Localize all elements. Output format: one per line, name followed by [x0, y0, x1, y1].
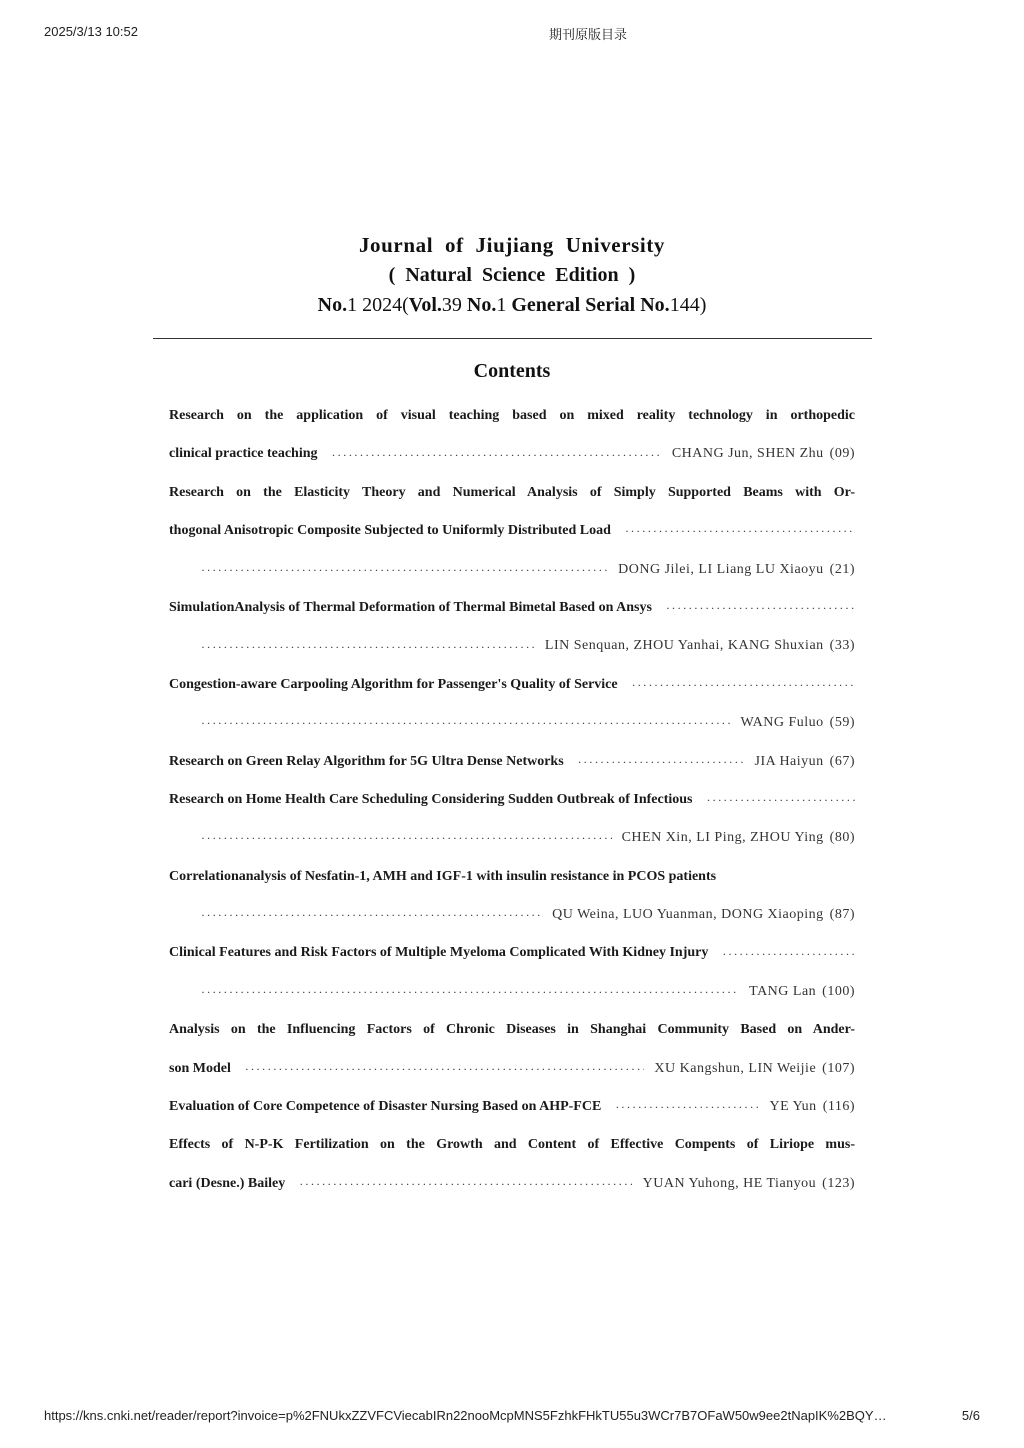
toc-title-line [169, 1126, 855, 1164]
dot-leader [201, 973, 739, 1011]
dot-leader [666, 589, 855, 627]
toc-title: SimulationAnalysis of Thermal Deformation of Thermal Bimetal Based on Ansys [169, 599, 652, 615]
toc-page: (107) [822, 1060, 855, 1076]
toc-title-line [169, 397, 855, 435]
toc-page: (80) [829, 830, 855, 846]
toc-page: (09) [829, 446, 855, 462]
toc-page: (33) [829, 638, 855, 654]
toc-authors: WANG Fuluo [740, 715, 824, 731]
toc-author-line [169, 704, 855, 742]
number-label: No. [461, 294, 497, 316]
toc-authors: DONG Jilei, LI Liang LU Xiaoyu [618, 561, 824, 577]
toc-authors: LIN Senquan, ZHOU Yanhai, KANG Shuxian [544, 638, 824, 654]
toc-entry-line [169, 743, 855, 781]
dot-leader [632, 666, 855, 704]
dot-leader [707, 781, 856, 819]
journal-edition: ( Natural Science Edition ) [388, 264, 636, 286]
toc-author-line [169, 819, 855, 857]
source-url: https://kns.cnki.net/reader/report?invoice=p%2FNUkxZZVFCViecabIRn22nooMcpMNS5FzhkFHkTU55u3WCr7B7OFaW50w9ee2tNapIK%2BQY… [44, 1408, 887, 1423]
toc-title: Congestion-aware Carpooling Algorithm for Passenger's Quality of Service [169, 676, 618, 692]
print-footer [0, 1408, 1024, 1428]
toc-title-line [169, 1011, 855, 1049]
toc-title: Research on Home Health Care Scheduling Considering Sudden Outbreak of Infectious [169, 791, 693, 807]
print-date: 2025/3/13 10:52 [44, 24, 138, 39]
toc-author-line [169, 627, 855, 665]
print-header [0, 24, 1024, 44]
toc-title: thogonal Anisotropic Composite Subjected to Uniformly Distributed Load [169, 523, 611, 539]
toc-page: (123) [822, 1175, 855, 1191]
dot-leader [578, 743, 745, 781]
dot-leader [201, 819, 612, 857]
toc-title: Analysis on the Influencing Factors of Chronic Diseases in Shanghai Community Based on Ander- [169, 1022, 855, 1038]
toc-title: Evaluation of Core Competence of Disaster Nursing Based on AHP-FCE [169, 1099, 602, 1115]
journal-issue [0, 290, 1024, 320]
print-title: 期刊原版目录 [548, 27, 627, 42]
issue-year: 1 2024( [347, 294, 409, 316]
general-serial-number: 144) [669, 294, 707, 316]
dot-leader [201, 551, 608, 589]
dot-leader [615, 1088, 759, 1126]
table-of-contents [169, 397, 855, 1203]
number-value: 1 [496, 294, 507, 316]
toc-title: Research on the Elasticity Theory and Numerical Analysis of Simply Supported Beams with Or- [169, 484, 855, 500]
toc-authors: XU Kangshun, LIN Weijie [654, 1060, 817, 1076]
journal-title: Journal of Jiujiang University [358, 233, 666, 257]
toc-page: (67) [829, 753, 855, 769]
toc-title: clinical practice teaching [169, 446, 318, 462]
toc-author-line [169, 973, 855, 1011]
toc-authors: YUAN Yuhong, HE Tianyou [642, 1175, 817, 1191]
toc-title-line [169, 589, 855, 627]
toc-title: Correlationanalysis of Nesfatin-1, AMH and IGF-1 with insulin resistance in PCOS patients [169, 868, 717, 884]
header-rule [153, 338, 872, 339]
journal-masthead [0, 230, 1024, 320]
toc-entry-line [169, 435, 855, 473]
page-indicator: 5/6 [961, 1408, 980, 1423]
toc-title-line [169, 934, 855, 972]
dot-leader [722, 935, 855, 973]
dot-leader [299, 1165, 632, 1203]
toc-title: Research on Green Relay Algorithm for 5G Ultra Dense Networks [169, 753, 564, 769]
toc-author-line [169, 896, 855, 934]
contents-heading: Contents [473, 360, 551, 382]
toc-title-line [169, 666, 855, 704]
volume-label: Vol. [408, 294, 442, 316]
toc-title-line [169, 474, 855, 512]
toc-authors: YE Yun [769, 1099, 817, 1115]
toc-title: Research on the application of visual teaching based on mixed reality technology in orthopedic [169, 408, 855, 423]
dot-leader [201, 896, 542, 934]
toc-title-line [169, 781, 855, 819]
toc-title-line [169, 512, 855, 550]
dot-leader [625, 512, 855, 550]
toc-entry-line [169, 1088, 855, 1126]
toc-authors: CHEN Xin, LI Ping, ZHOU Ying [621, 830, 824, 846]
toc-authors: QU Weina, LUO Yuanman, DONG Xiaoping [552, 907, 824, 923]
toc-authors: JIA Haiyun [754, 753, 824, 769]
volume-number: 39 [441, 294, 462, 316]
dot-leader [201, 704, 731, 742]
general-serial-label: General Serial No. [506, 294, 670, 316]
toc-title: Effects of N-P-K Fertilization on the Growth and Content of Effective Compents of Liriope mus- [169, 1137, 855, 1153]
toc-page: (100) [822, 983, 855, 999]
toc-authors: CHANG Jun, SHEN Zhu [671, 446, 824, 462]
dot-leader [332, 436, 662, 474]
dot-leader [245, 1050, 645, 1088]
toc-page: (116) [822, 1099, 855, 1115]
toc-author-line [169, 551, 855, 589]
toc-authors: TANG Lan [749, 983, 817, 999]
toc-title: cari (Desne.) Bailey [169, 1175, 286, 1191]
toc-entry-line [169, 1165, 855, 1203]
issue-no-label: No. [317, 294, 348, 316]
toc-entry-line [169, 1050, 855, 1088]
dot-leader [201, 628, 535, 666]
toc-page: (59) [829, 715, 855, 731]
toc-title: son Model [169, 1060, 231, 1076]
toc-page: (21) [829, 561, 855, 577]
toc-page: (87) [829, 907, 855, 923]
toc-title: Clinical Features and Risk Factors of Multiple Myeloma Complicated With Kidney Injury [169, 945, 709, 961]
toc-title-line [169, 858, 855, 896]
